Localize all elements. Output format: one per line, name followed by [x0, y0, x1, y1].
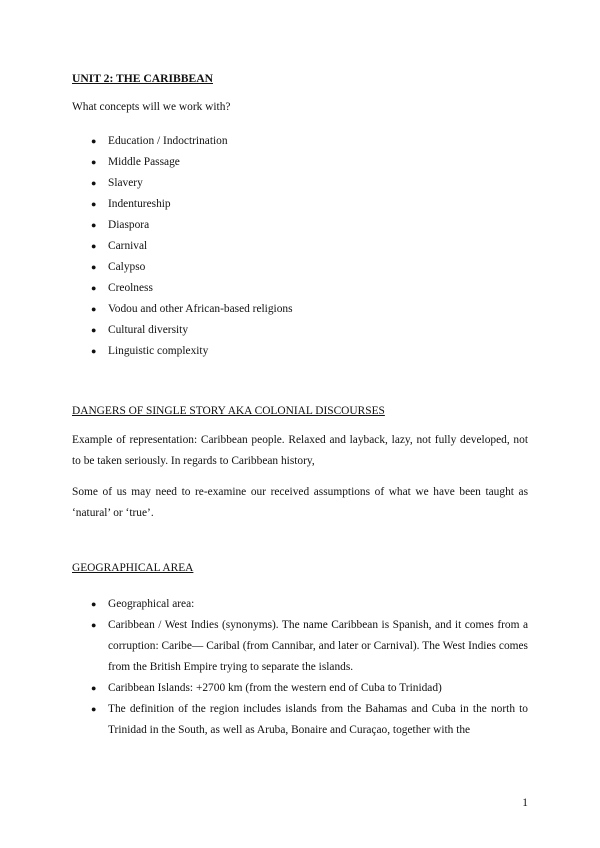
bullet-icon: ●	[91, 599, 97, 609]
list-item: ● Indentureship	[72, 194, 528, 215]
list-item: ● Vodou and other African-based religions	[72, 299, 528, 320]
bullet-icon: ●	[91, 304, 97, 314]
list-item: ● Education / Indoctrination	[72, 131, 528, 152]
list-item: ● Slavery	[72, 173, 528, 194]
bullet-icon: ●	[91, 136, 97, 146]
list-item: ● Caribbean Islands: +2700 km (from the western end of Cuba to Trinidad)	[72, 678, 528, 699]
bullet-icon: ●	[91, 157, 97, 167]
bullet-icon: ●	[91, 220, 97, 230]
bullet-icon: ●	[91, 620, 97, 630]
concepts-list	[72, 131, 528, 362]
bullet-icon: ●	[91, 178, 97, 188]
bullet-icon: ●	[91, 241, 97, 251]
bullet-icon: ●	[91, 199, 97, 209]
dangers-paragraph-2: Some of us may need to re-examine our received assumptions of what we have been taught as ‘natural’ or ‘true’.	[72, 486, 528, 519]
list-item: ● Carnival	[72, 236, 528, 257]
list-item: ● Calypso	[72, 257, 528, 278]
list-item: ● Cultural diversity	[72, 320, 528, 341]
concepts-question: What concepts will we work with?	[72, 101, 231, 113]
bullet-icon: ●	[91, 262, 97, 272]
dangers-paragraph-1: Example of representation: Caribbean people. Relaxed and layback, lazy, not fully developed, not to be taken seriously. In regards to Caribbean history,	[72, 434, 528, 467]
list-item: ● The definition of the region includes islands from the Bahamas and Cuba in the north to Trinidad in the South, as well as Aruba, Bonaire and Curaçao, together with the	[72, 699, 528, 741]
bullet-icon: ●	[91, 683, 97, 693]
bullet-icon: ●	[91, 325, 97, 335]
bullet-icon: ●	[91, 704, 97, 714]
list-item: ● Linguistic complexity	[72, 341, 528, 362]
bullet-icon: ●	[91, 283, 97, 293]
list-item: ● Geographical area:	[72, 594, 528, 615]
geographical-list	[72, 594, 528, 741]
list-item: ● Diaspora	[72, 215, 528, 236]
page-number: 1	[522, 797, 528, 809]
dangers-heading: DANGERS OF SINGLE STORY AKA COLONIAL DISCOURSES	[72, 405, 385, 417]
list-item: ● Caribbean / West Indies (synonyms). The name Caribbean is Spanish, and it comes from a corruption: Caribe— Caribal (from Cannibar, and later or Carnival). The West Indies comes from the British Empire trying to separate the islands.	[72, 615, 528, 678]
geographical-heading: GEOGRAPHICAL AREA	[72, 562, 194, 574]
list-item: ● Middle Passage	[72, 152, 528, 173]
bullet-icon: ●	[91, 346, 97, 356]
list-item: ● Creolness	[72, 278, 528, 299]
unit-title: UNIT 2: THE CARIBBEAN	[72, 72, 213, 85]
